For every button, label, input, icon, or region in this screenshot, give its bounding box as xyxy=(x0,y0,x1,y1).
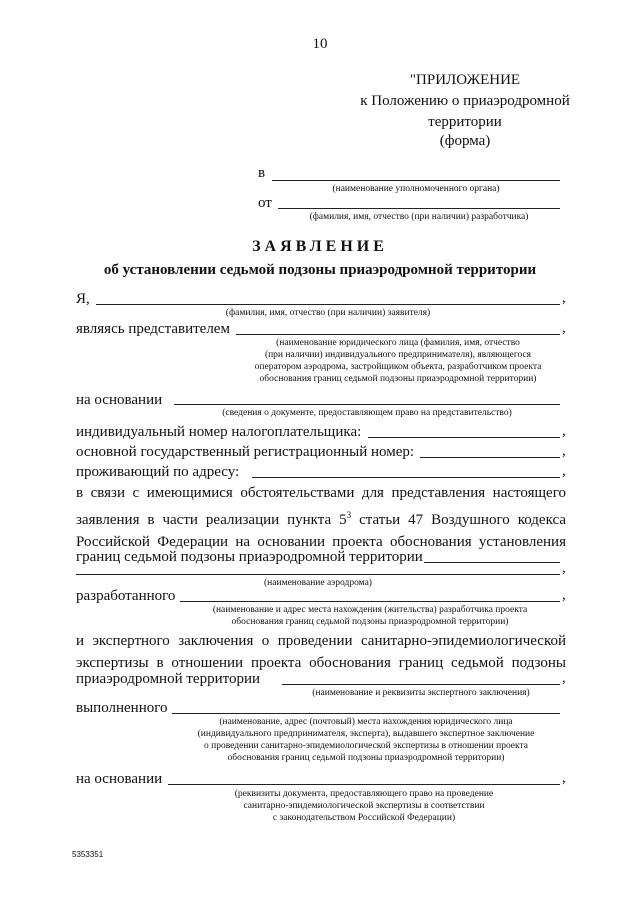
paragraph-line: Российской Федерации на основании проекта обоснования установления xyxy=(76,534,566,550)
paragraph-line: границ седьмой подзоны приаэродромной территории xyxy=(76,549,423,565)
caption-line: о проведении санитарно-эпидемиологической экспертизы в отношении проекта xyxy=(204,741,528,751)
caption-line: обоснования границ седьмой подзоны приаэродромной территории) xyxy=(231,617,509,627)
basis-label: на основании xyxy=(76,392,163,408)
representative-label: являясь представителем xyxy=(76,321,230,337)
basis2-label: на основании xyxy=(76,771,163,787)
developed-label: разработанного xyxy=(76,588,176,604)
i-label: Я, xyxy=(76,291,90,307)
form-label: (форма) xyxy=(439,133,491,149)
caption-line: обоснования границ седьмой подзоны приаэродромной территории) xyxy=(227,753,505,763)
basis-field[interactable] xyxy=(174,404,560,405)
caption-line: (наименование, адрес (почтовый) места нахождения юридического лица xyxy=(219,717,513,727)
ogrn-field[interactable] xyxy=(420,457,560,458)
caption-line: оператором аэродрома, застройщиком объекта, разработчиком проекта xyxy=(254,362,542,372)
basis2-caption xyxy=(168,788,560,824)
document-title: ЗАЯВЛЕНИЕ xyxy=(252,238,388,255)
paragraph-segment: заявления в части реализации пункта 5 xyxy=(76,512,347,528)
paragraph-line: экспертизы в отношении проекта обоснования границ седьмой подзоны xyxy=(76,655,566,671)
caption-line: (при наличии) индивидуального предпринимателя), являющегося xyxy=(264,350,532,360)
paragraph-line: и экспертного заключения о проведении санитарно-эпидемиологической xyxy=(76,633,566,649)
to-caption: (наименование уполномоченного органа) xyxy=(332,184,500,194)
basis-caption: (сведения о документе, предоставляющем право на представительство) xyxy=(222,408,512,418)
paragraph-line: в связи с имеющимися обстоятельствами для представления настоящего xyxy=(76,485,566,501)
address-field[interactable] xyxy=(252,477,560,478)
caption-line: (наименование юридического лица (фамилия, имя, отчество xyxy=(276,338,520,348)
comma: , xyxy=(562,670,566,686)
comma: , xyxy=(562,770,566,786)
developed-field[interactable] xyxy=(180,601,560,602)
aerodrome-field[interactable] xyxy=(424,562,560,563)
expert-caption: (наименование и реквизиты экспертного заключения) xyxy=(312,688,530,698)
superscript: 3 xyxy=(346,510,352,520)
paragraph-segment: статьи 47 Воздушного кодекса xyxy=(359,512,566,528)
from-label: от xyxy=(258,195,272,211)
comma: , xyxy=(562,443,566,459)
paragraph-line: приаэродромной территории xyxy=(76,671,261,687)
comma: , xyxy=(562,290,566,306)
comma: , xyxy=(562,560,566,576)
performed-field[interactable] xyxy=(172,713,560,714)
caption-line: (реквизиты документа, предоставляющего право на проведение xyxy=(234,789,494,799)
paragraph-1 xyxy=(76,482,566,553)
comma: , xyxy=(562,423,566,439)
appendix-heading xyxy=(340,70,590,133)
appendix-line: территории xyxy=(428,114,502,130)
to-label: в xyxy=(258,165,266,181)
i-caption: (фамилия, имя, отчество (при наличии) заявителя) xyxy=(225,308,431,318)
ogrn-label: основной государственный регистрационный номер: xyxy=(76,444,415,460)
aerodrome-field-cont[interactable] xyxy=(76,574,560,575)
caption-line: с законодательством Российской Федерации) xyxy=(272,813,456,823)
performed-label: выполненного xyxy=(76,700,168,716)
performed-caption xyxy=(172,716,560,764)
comma: , xyxy=(562,463,566,479)
paragraph-2 xyxy=(76,630,566,674)
page-number: 10 xyxy=(312,36,328,52)
appendix-line: "ПРИЛОЖЕНИЕ xyxy=(409,72,521,88)
caption-line: (наименование и адрес места нахождения (жительства) разработчика проекта xyxy=(212,605,528,615)
applicant-name-field[interactable] xyxy=(96,304,560,305)
document-subtitle: об установлении седьмой подзоны приаэродромной территории xyxy=(103,262,537,278)
representative-caption xyxy=(226,337,570,385)
comma: , xyxy=(562,320,566,336)
inn-label: индивидуальный номер налогоплательщика: xyxy=(76,424,362,440)
document-stamp: 5353351 xyxy=(72,850,104,859)
caption-line: санитарно-эпидемиологической экспертизы в соответствии xyxy=(243,801,485,811)
developed-caption xyxy=(170,604,570,628)
aerodrome-caption: (наименование аэродрома) xyxy=(264,578,372,588)
appendix-line: к Положению о приаэродромной xyxy=(360,93,570,109)
caption-line: (индивидуального предпринимателя, эксперта), выдавшего экспертное заключение xyxy=(197,729,535,739)
representative-field[interactable] xyxy=(236,334,560,335)
inn-field[interactable] xyxy=(368,437,560,438)
basis2-field[interactable] xyxy=(168,784,560,785)
caption-line: обоснования границ седьмой подзоны приаэродромной территории) xyxy=(259,374,537,384)
from-field[interactable] xyxy=(278,208,560,209)
paragraph-line xyxy=(76,504,566,531)
address-label: проживающий по адресу: xyxy=(76,464,240,480)
comma: , xyxy=(562,587,566,603)
from-caption: (фамилия, имя, отчество (при наличии) разработчика) xyxy=(309,212,529,222)
to-field[interactable] xyxy=(272,180,560,181)
expert-field[interactable] xyxy=(282,684,560,685)
